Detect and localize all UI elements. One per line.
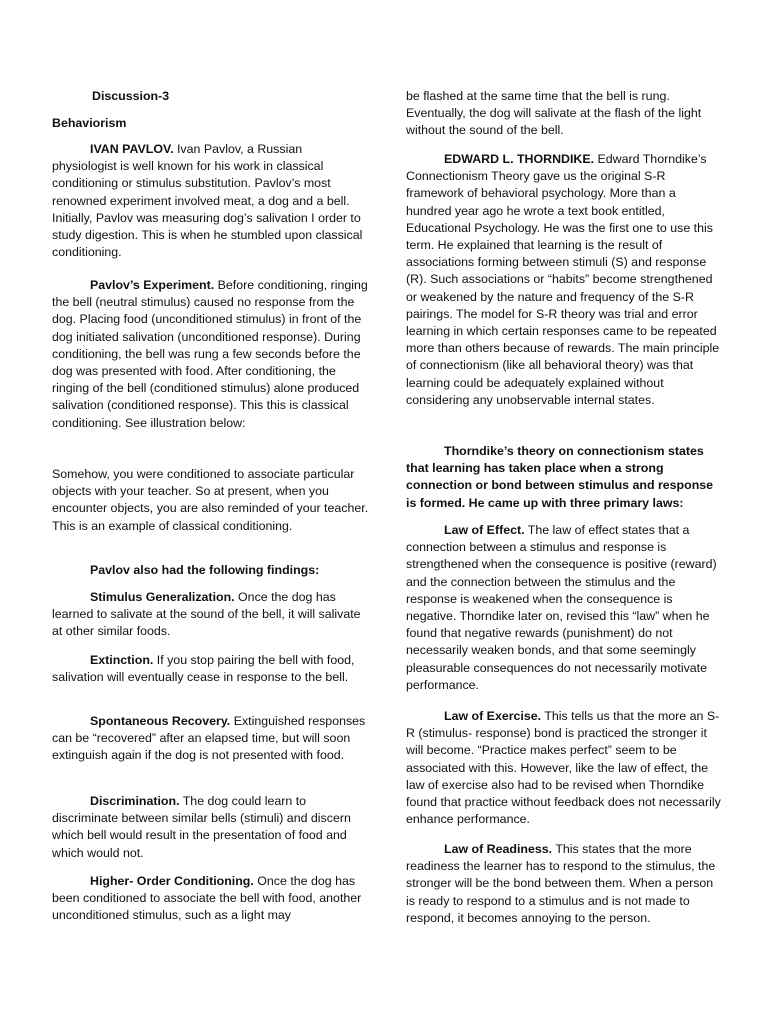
paragraph-conditioned-objects: Somehow, you were conditioned to associate particular objects with your teacher. So at present, when you encounter objects, you are also reminded of your teacher. This is an example of classical conditioning. [52,467,369,533]
paragraph-connectionism-laws: Thorndike’s theory on connectionism states that learning has taken place when a strong connection or bond between stimulus and response is formed. He came up with three primary laws: [406,444,714,510]
section-heading: Behaviorism [52,116,127,130]
paragraph-law-of-readiness: Law of Readiness. This states that the more readiness the learner has to respond to the stimulus, the stronger will be the bond between them. When a person is ready to respond to a stimulus and is not made to respond, it becomes annoying to the person. [406,842,716,925]
paragraph-ivan-pavlov: IVAN PAVLOV. Ivan Pavlov, a Russian physiologist is well known for his work in classical conditioning or stimulus substitution. Pavlov’s most renowned experiment involved meat, a dog and a bell. Initially, Pavlov was measuring dog’s salivation I order to study digestion. This is when he stumbled upon classical conditioning. [52,142,363,260]
document-title: Discussion-3 [92,89,170,103]
paragraph-law-of-effect: Law of Effect. The law of effect states that a connection between a stimulus and response is strengthened when the consequence is positive (reward) and the connection between the stimulus and the response is weakened when the consequence is negative. Thorndike later on, revised this “law” when he found that negative rewards (punishment) do not necessarily weaken bonds, and that some seemingly pleasurable consequences do not necessarily motivate performance. [406,523,717,692]
paragraph-law-of-exercise: Law of Exercise. This tells us that the more an S-R (stimulus- response) bond is practiced the stronger it will become. “Practice makes perfect” seem to be associated with this. However, like the law of effect, the law of exercise also had to be revised when Thorndike found that practice without feedback does not necessarily enhance performance. [406,709,721,827]
paragraph-findings-heading: Pavlov also had the following findings: [90,563,320,577]
paragraph-pavlov-experiment: Pavlov’s Experiment. Before conditioning, ringing the bell (neutral stimulus) caused no response from the dog. Placing food (unconditioned stimulus) in front of the dog initiated salivation (unconditioned response). During conditioning, the bell was rung a few seconds before the dog was presented with food. After conditioning, the ringing of the bell (conditioned stimulus) alone produced salivation (conditioned response). This this is classical conditioning. See illustration below: [52,278,368,430]
paragraph-extinction: Extinction. If you stop pairing the bell with food, salivation will eventually cease in response to the bell. [52,653,355,685]
paragraph-stimulus-generalization: Stimulus Generalization. Once the dog has learned to salivate at the sound of the bell, it will salivate at other similar foods. [52,590,361,639]
paragraph-spontaneous-recovery: Spontaneous Recovery. Extinguished responses can be “recovered” after an elapsed time, but will soon extinguish again if the dog is not presented with food. [52,714,366,763]
paragraph-continuation: be flashed at the same time that the bell is rung. Eventually, the dog will salivate at the flash of the light without the sound of the bell. [406,89,702,138]
paragraph-higher-order-conditioning: Higher- Order Conditioning. Once the dog has been conditioned to associate the bell with food, another unconditioned stimulus, such as a light may [52,874,362,923]
paragraph-discrimination: Discrimination. The dog could learn to discriminate between similar bells (stimuli) and discern which bell would result in the presentation of food and which would not. [52,794,351,860]
paragraph-edward-thorndike: EDWARD L. THORNDIKE. Edward Thorndike’s Connectionism Theory gave us the original S-R framework of behavioral psychology. More than a hundred year ago he wrote a text book entitled, Educational Psychology. He was the first one to use this term. He explained that learning is the result of associations forming between stimuli (S) and response (R). Such associations or “habits” become strengthened or weakened by the nature and frequency of the S-R pairings. The model for S-R theory was trial and error learning in which certain responses came to be repeated more than others because of rewards. The main principle of connectionism (like all behavioral theory) was that learning could be adequately explained without considering any unobservable internal states. [406,152,720,407]
